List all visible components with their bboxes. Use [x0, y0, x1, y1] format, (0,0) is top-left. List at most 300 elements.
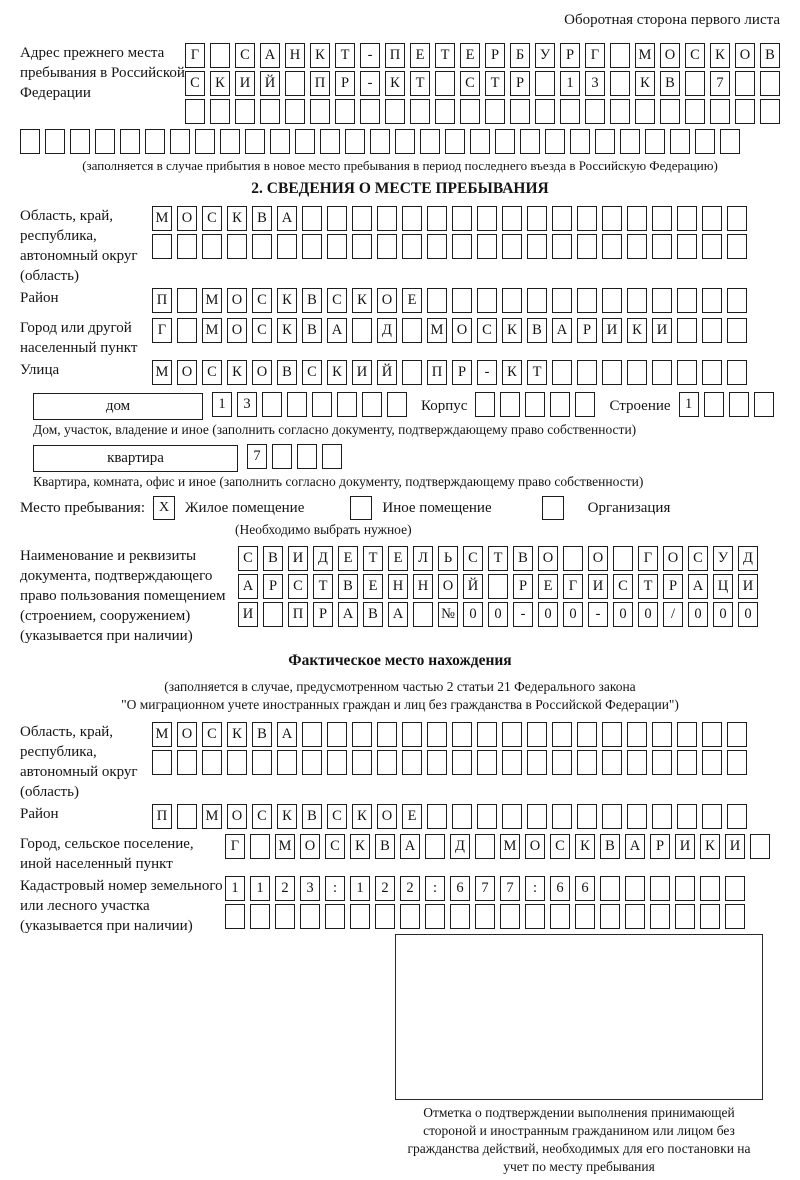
char-cell[interactable] — [675, 876, 695, 901]
char-cell[interactable]: В — [338, 574, 358, 599]
char-cell[interactable] — [477, 234, 497, 259]
apartment-type-box[interactable]: квартира — [33, 445, 238, 472]
char-cell[interactable]: У — [713, 546, 733, 571]
char-cell[interactable] — [610, 71, 630, 96]
char-cell[interactable]: В — [263, 546, 283, 571]
char-cell[interactable] — [527, 722, 547, 747]
char-cell[interactable]: Г — [638, 546, 658, 571]
char-cell[interactable] — [727, 318, 747, 343]
char-cell[interactable] — [650, 904, 670, 929]
char-cell[interactable]: О — [438, 574, 458, 599]
char-cell[interactable] — [177, 750, 197, 775]
char-cell[interactable] — [377, 206, 397, 231]
char-cell[interactable]: Е — [538, 574, 558, 599]
char-cell[interactable]: - — [360, 43, 380, 68]
char-cell[interactable]: О — [525, 834, 545, 859]
char-cell[interactable]: Ь — [438, 546, 458, 571]
char-cell[interactable]: А — [400, 834, 420, 859]
char-cell[interactable] — [660, 99, 680, 124]
char-cell[interactable]: Р — [335, 71, 355, 96]
char-cell[interactable] — [577, 804, 597, 829]
char-cell[interactable]: В — [302, 288, 322, 313]
char-cell[interactable] — [527, 234, 547, 259]
char-cell[interactable] — [685, 99, 705, 124]
char-cell[interactable]: С — [202, 360, 222, 385]
char-cell[interactable] — [600, 876, 620, 901]
char-cell[interactable]: А — [552, 318, 572, 343]
char-cell[interactable] — [760, 71, 780, 96]
char-cell[interactable]: 3 — [585, 71, 605, 96]
char-cell[interactable]: Т — [313, 574, 333, 599]
char-cell[interactable] — [670, 129, 690, 154]
char-cell[interactable]: 0 — [538, 602, 558, 627]
char-cell[interactable] — [650, 876, 670, 901]
char-cell[interactable]: И — [652, 318, 672, 343]
char-cell[interactable] — [575, 392, 595, 417]
char-cell[interactable] — [727, 360, 747, 385]
char-cell[interactable] — [600, 904, 620, 929]
char-cell[interactable] — [677, 804, 697, 829]
char-cell[interactable]: О — [377, 288, 397, 313]
char-cell[interactable]: М — [202, 804, 222, 829]
char-cell[interactable] — [120, 129, 140, 154]
char-cell[interactable] — [235, 99, 255, 124]
char-cell[interactable]: И — [288, 546, 308, 571]
char-cell[interactable] — [145, 129, 165, 154]
char-cell[interactable]: 1 — [225, 876, 245, 901]
char-cell[interactable] — [95, 129, 115, 154]
char-cell[interactable] — [502, 234, 522, 259]
char-cell[interactable] — [563, 546, 583, 571]
char-cell[interactable] — [152, 234, 172, 259]
char-cell[interactable]: К — [700, 834, 720, 859]
char-cell[interactable] — [495, 129, 515, 154]
char-cell[interactable]: П — [152, 288, 172, 313]
char-cell[interactable] — [297, 444, 317, 469]
char-cell[interactable]: К — [635, 71, 655, 96]
char-cell[interactable]: Г — [563, 574, 583, 599]
char-cell[interactable]: К — [310, 43, 330, 68]
char-cell[interactable]: 1 — [350, 876, 370, 901]
char-cell[interactable] — [420, 129, 440, 154]
char-cell[interactable] — [210, 43, 230, 68]
char-cell[interactable]: О — [735, 43, 755, 68]
char-cell[interactable] — [452, 288, 472, 313]
char-cell[interactable] — [285, 71, 305, 96]
char-cell[interactable]: А — [338, 602, 358, 627]
char-cell[interactable] — [185, 99, 205, 124]
char-cell[interactable]: К — [502, 360, 522, 385]
char-cell[interactable]: К — [627, 318, 647, 343]
char-cell[interactable]: Д — [377, 318, 397, 343]
char-cell[interactable] — [502, 206, 522, 231]
char-cell[interactable] — [727, 206, 747, 231]
char-cell[interactable] — [400, 904, 420, 929]
char-cell[interactable] — [627, 750, 647, 775]
char-cell[interactable]: Ц — [713, 574, 733, 599]
char-cell[interactable] — [325, 904, 345, 929]
char-cell[interactable] — [252, 234, 272, 259]
char-cell[interactable] — [300, 904, 320, 929]
char-cell[interactable] — [652, 722, 672, 747]
char-cell[interactable] — [552, 288, 572, 313]
char-cell[interactable] — [375, 904, 395, 929]
char-cell[interactable] — [352, 234, 372, 259]
char-cell[interactable] — [450, 904, 470, 929]
char-cell[interactable] — [635, 99, 655, 124]
char-cell[interactable] — [535, 71, 555, 96]
char-cell[interactable] — [70, 129, 90, 154]
char-cell[interactable]: Т — [638, 574, 658, 599]
char-cell[interactable]: К — [710, 43, 730, 68]
char-cell[interactable]: С — [550, 834, 570, 859]
char-cell[interactable] — [385, 99, 405, 124]
char-cell[interactable]: М — [152, 722, 172, 747]
char-cell[interactable] — [595, 129, 615, 154]
char-cell[interactable] — [452, 804, 472, 829]
char-cell[interactable] — [435, 71, 455, 96]
char-cell[interactable] — [488, 574, 508, 599]
char-cell[interactable]: С — [327, 288, 347, 313]
char-cell[interactable]: Е — [460, 43, 480, 68]
char-cell[interactable] — [552, 206, 572, 231]
char-cell[interactable] — [602, 750, 622, 775]
char-cell[interactable]: В — [252, 206, 272, 231]
char-cell[interactable] — [370, 129, 390, 154]
char-cell[interactable]: К — [352, 804, 372, 829]
char-cell[interactable]: О — [227, 804, 247, 829]
char-cell[interactable]: 7 — [247, 444, 267, 469]
char-cell[interactable]: С — [238, 546, 258, 571]
char-cell[interactable]: П — [152, 804, 172, 829]
char-cell[interactable]: - — [588, 602, 608, 627]
char-cell[interactable]: Т — [363, 546, 383, 571]
char-cell[interactable] — [500, 904, 520, 929]
char-cell[interactable] — [677, 722, 697, 747]
char-cell[interactable] — [252, 750, 272, 775]
char-cell[interactable]: О — [452, 318, 472, 343]
char-cell[interactable] — [45, 129, 65, 154]
char-cell[interactable] — [475, 904, 495, 929]
char-cell[interactable] — [452, 750, 472, 775]
char-cell[interactable] — [327, 722, 347, 747]
char-cell[interactable] — [445, 129, 465, 154]
char-cell[interactable] — [335, 99, 355, 124]
char-cell[interactable] — [225, 904, 245, 929]
char-cell[interactable]: 7 — [710, 71, 730, 96]
char-cell[interactable]: И — [738, 574, 758, 599]
char-cell[interactable] — [477, 722, 497, 747]
char-cell[interactable]: 0 — [463, 602, 483, 627]
char-cell[interactable] — [452, 722, 472, 747]
char-cell[interactable] — [602, 804, 622, 829]
char-cell[interactable]: Д — [313, 546, 333, 571]
char-cell[interactable]: 2 — [375, 876, 395, 901]
char-cell[interactable]: Р — [650, 834, 670, 859]
char-cell[interactable]: И — [238, 602, 258, 627]
char-cell[interactable]: С — [302, 360, 322, 385]
char-cell[interactable]: Р — [513, 574, 533, 599]
char-cell[interactable] — [202, 750, 222, 775]
char-cell[interactable]: Д — [738, 546, 758, 571]
char-cell[interactable]: С — [252, 288, 272, 313]
char-cell[interactable] — [610, 43, 630, 68]
char-cell[interactable]: К — [277, 804, 297, 829]
char-cell[interactable]: Е — [338, 546, 358, 571]
char-cell[interactable]: М — [152, 360, 172, 385]
char-cell[interactable] — [452, 234, 472, 259]
char-cell[interactable] — [727, 234, 747, 259]
char-cell[interactable] — [702, 206, 722, 231]
char-cell[interactable]: М — [275, 834, 295, 859]
char-cell[interactable] — [677, 206, 697, 231]
char-cell[interactable]: В — [277, 360, 297, 385]
char-cell[interactable] — [602, 234, 622, 259]
char-cell[interactable] — [460, 99, 480, 124]
char-cell[interactable] — [360, 99, 380, 124]
char-cell[interactable] — [402, 722, 422, 747]
char-cell[interactable]: Е — [363, 574, 383, 599]
char-cell[interactable] — [702, 318, 722, 343]
char-cell[interactable]: 0 — [488, 602, 508, 627]
char-cell[interactable] — [550, 392, 570, 417]
char-cell[interactable]: Й — [377, 360, 397, 385]
char-cell[interactable] — [477, 206, 497, 231]
char-cell[interactable]: - — [477, 360, 497, 385]
char-cell[interactable] — [410, 99, 430, 124]
char-cell[interactable]: О — [227, 318, 247, 343]
char-cell[interactable] — [452, 206, 472, 231]
char-cell[interactable] — [427, 750, 447, 775]
char-cell[interactable] — [245, 129, 265, 154]
char-cell[interactable] — [702, 288, 722, 313]
char-cell[interactable] — [327, 234, 347, 259]
char-cell[interactable] — [250, 834, 270, 859]
char-cell[interactable] — [202, 234, 222, 259]
char-cell[interactable] — [750, 834, 770, 859]
char-cell[interactable]: Р — [663, 574, 683, 599]
char-cell[interactable]: - — [360, 71, 380, 96]
char-cell[interactable] — [754, 392, 774, 417]
char-cell[interactable] — [735, 71, 755, 96]
char-cell[interactable] — [677, 288, 697, 313]
char-cell[interactable]: К — [227, 360, 247, 385]
char-cell[interactable]: К — [277, 288, 297, 313]
char-cell[interactable]: С — [325, 834, 345, 859]
char-cell[interactable]: Н — [413, 574, 433, 599]
char-cell[interactable]: К — [575, 834, 595, 859]
char-cell[interactable]: К — [502, 318, 522, 343]
char-cell[interactable]: П — [288, 602, 308, 627]
char-cell[interactable] — [525, 904, 545, 929]
char-cell[interactable] — [627, 234, 647, 259]
char-cell[interactable]: С — [202, 206, 222, 231]
char-cell[interactable] — [285, 99, 305, 124]
char-cell[interactable] — [760, 99, 780, 124]
char-cell[interactable] — [427, 804, 447, 829]
char-cell[interactable]: С — [460, 71, 480, 96]
char-cell[interactable] — [613, 546, 633, 571]
char-cell[interactable] — [477, 288, 497, 313]
char-cell[interactable]: А — [260, 43, 280, 68]
stay-option-other-checkbox[interactable] — [350, 496, 372, 520]
char-cell[interactable] — [527, 288, 547, 313]
char-cell[interactable]: Т — [485, 71, 505, 96]
char-cell[interactable]: : — [525, 876, 545, 901]
char-cell[interactable]: К — [227, 722, 247, 747]
char-cell[interactable]: О — [227, 288, 247, 313]
char-cell[interactable] — [677, 234, 697, 259]
char-cell[interactable]: С — [235, 43, 255, 68]
char-cell[interactable]: С — [327, 804, 347, 829]
char-cell[interactable] — [427, 288, 447, 313]
char-cell[interactable] — [435, 99, 455, 124]
stay-option-residential-checkbox[interactable]: X — [153, 496, 175, 520]
char-cell[interactable]: П — [385, 43, 405, 68]
char-cell[interactable] — [477, 750, 497, 775]
char-cell[interactable] — [177, 288, 197, 313]
char-cell[interactable]: В — [513, 546, 533, 571]
char-cell[interactable]: Й — [463, 574, 483, 599]
char-cell[interactable]: В — [760, 43, 780, 68]
char-cell[interactable]: Р — [263, 574, 283, 599]
char-cell[interactable] — [287, 392, 307, 417]
char-cell[interactable] — [312, 392, 332, 417]
char-cell[interactable]: 7 — [475, 876, 495, 901]
char-cell[interactable] — [602, 288, 622, 313]
char-cell[interactable]: М — [202, 318, 222, 343]
char-cell[interactable] — [227, 750, 247, 775]
char-cell[interactable] — [402, 234, 422, 259]
char-cell[interactable]: : — [325, 876, 345, 901]
char-cell[interactable]: И — [588, 574, 608, 599]
char-cell[interactable] — [677, 360, 697, 385]
char-cell[interactable] — [610, 99, 630, 124]
char-cell[interactable] — [272, 444, 292, 469]
char-cell[interactable] — [427, 234, 447, 259]
char-cell[interactable] — [602, 360, 622, 385]
char-cell[interactable]: 6 — [550, 876, 570, 901]
char-cell[interactable]: Д — [450, 834, 470, 859]
char-cell[interactable] — [700, 876, 720, 901]
char-cell[interactable]: Е — [410, 43, 430, 68]
char-cell[interactable] — [302, 206, 322, 231]
char-cell[interactable]: 2 — [400, 876, 420, 901]
char-cell[interactable] — [302, 722, 322, 747]
char-cell[interactable]: А — [688, 574, 708, 599]
char-cell[interactable]: В — [252, 722, 272, 747]
char-cell[interactable]: У — [535, 43, 555, 68]
char-cell[interactable] — [477, 804, 497, 829]
char-cell[interactable] — [677, 318, 697, 343]
char-cell[interactable]: 1 — [212, 392, 232, 417]
char-cell[interactable]: 6 — [575, 876, 595, 901]
char-cell[interactable] — [302, 750, 322, 775]
char-cell[interactable] — [152, 750, 172, 775]
char-cell[interactable] — [625, 876, 645, 901]
char-cell[interactable]: И — [235, 71, 255, 96]
char-cell[interactable]: 0 — [738, 602, 758, 627]
char-cell[interactable]: К — [327, 360, 347, 385]
char-cell[interactable]: 6 — [450, 876, 470, 901]
char-cell[interactable] — [320, 129, 340, 154]
char-cell[interactable] — [195, 129, 215, 154]
char-cell[interactable] — [552, 722, 572, 747]
char-cell[interactable]: М — [500, 834, 520, 859]
char-cell[interactable] — [352, 722, 372, 747]
char-cell[interactable] — [525, 392, 545, 417]
char-cell[interactable]: Т — [410, 71, 430, 96]
char-cell[interactable] — [550, 904, 570, 929]
char-cell[interactable] — [377, 750, 397, 775]
char-cell[interactable]: 2 — [275, 876, 295, 901]
char-cell[interactable] — [345, 129, 365, 154]
char-cell[interactable]: 1 — [250, 876, 270, 901]
char-cell[interactable] — [627, 360, 647, 385]
char-cell[interactable] — [702, 360, 722, 385]
char-cell[interactable]: М — [427, 318, 447, 343]
char-cell[interactable]: № — [438, 602, 458, 627]
char-cell[interactable]: А — [625, 834, 645, 859]
char-cell[interactable]: В — [375, 834, 395, 859]
char-cell[interactable] — [602, 722, 622, 747]
char-cell[interactable]: Н — [388, 574, 408, 599]
char-cell[interactable]: В — [302, 804, 322, 829]
char-cell[interactable] — [275, 904, 295, 929]
char-cell[interactable]: Г — [585, 43, 605, 68]
char-cell[interactable]: Р — [510, 71, 530, 96]
char-cell[interactable] — [352, 206, 372, 231]
char-cell[interactable]: О — [300, 834, 320, 859]
char-cell[interactable]: К — [210, 71, 230, 96]
char-cell[interactable]: О — [177, 360, 197, 385]
char-cell[interactable]: П — [427, 360, 447, 385]
char-cell[interactable] — [552, 234, 572, 259]
char-cell[interactable] — [702, 804, 722, 829]
char-cell[interactable] — [577, 206, 597, 231]
char-cell[interactable] — [250, 904, 270, 929]
char-cell[interactable]: О — [663, 546, 683, 571]
char-cell[interactable]: Е — [402, 804, 422, 829]
char-cell[interactable]: А — [238, 574, 258, 599]
char-cell[interactable]: И — [602, 318, 622, 343]
char-cell[interactable]: 1 — [560, 71, 580, 96]
char-cell[interactable] — [475, 392, 495, 417]
house-type-box[interactable]: дом — [33, 393, 203, 420]
char-cell[interactable]: Т — [488, 546, 508, 571]
char-cell[interactable] — [727, 288, 747, 313]
char-cell[interactable] — [735, 99, 755, 124]
char-cell[interactable]: О — [377, 804, 397, 829]
char-cell[interactable] — [470, 129, 490, 154]
char-cell[interactable]: Г — [185, 43, 205, 68]
char-cell[interactable] — [652, 288, 672, 313]
char-cell[interactable] — [527, 750, 547, 775]
char-cell[interactable]: И — [675, 834, 695, 859]
char-cell[interactable]: С — [252, 318, 272, 343]
char-cell[interactable] — [552, 360, 572, 385]
char-cell[interactable]: С — [685, 43, 705, 68]
char-cell[interactable] — [627, 804, 647, 829]
char-cell[interactable] — [350, 904, 370, 929]
char-cell[interactable] — [262, 392, 282, 417]
char-cell[interactable] — [552, 804, 572, 829]
char-cell[interactable]: 0 — [688, 602, 708, 627]
char-cell[interactable]: С — [288, 574, 308, 599]
char-cell[interactable] — [652, 360, 672, 385]
char-cell[interactable] — [627, 722, 647, 747]
char-cell[interactable]: Е — [388, 546, 408, 571]
